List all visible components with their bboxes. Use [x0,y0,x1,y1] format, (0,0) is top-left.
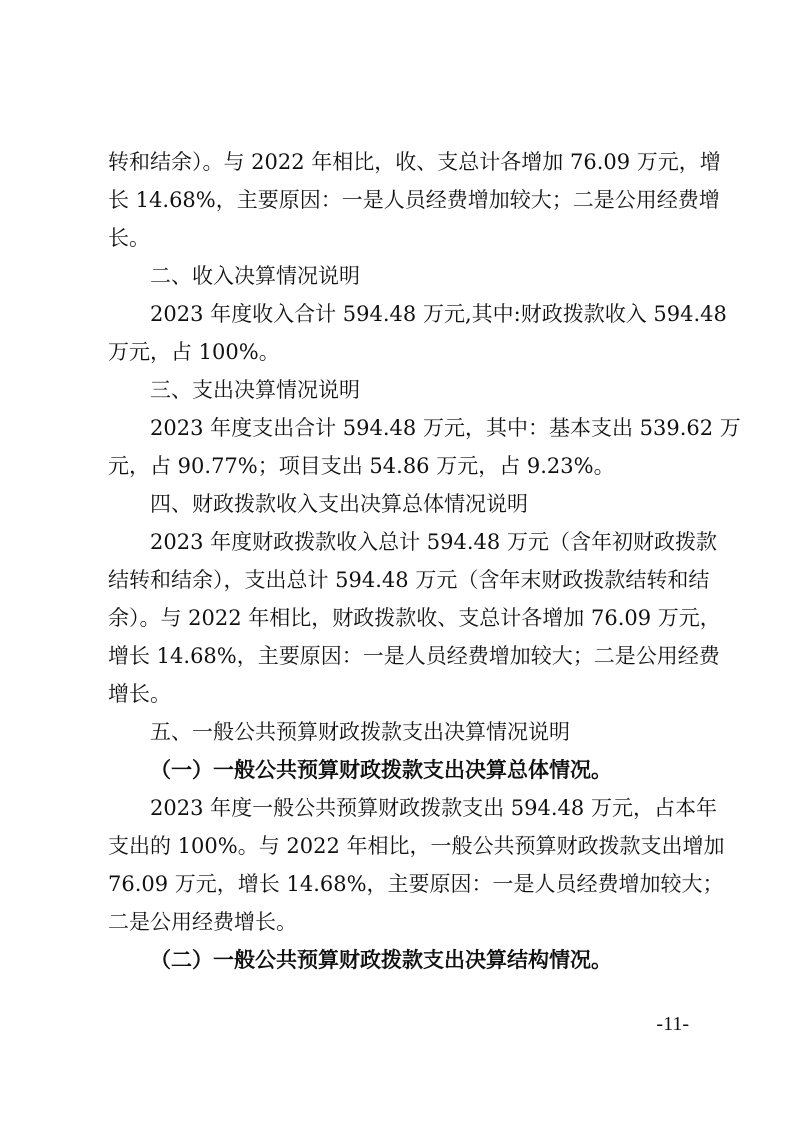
subsection-heading-overall: （一）一般公共预算财政拨款支出决算总体情况。 [150,758,612,782]
body-text-line: 转和结余）。与 2022 年相比，收、支总计各增加 76.09 万元，增 [108,150,721,174]
section-heading-expenditure: 三、支出决算情况说明 [150,378,360,402]
body-text-line: 元，占 90.77%；项目支出 54.86 万元，占 9.23%。 [108,454,615,478]
body-text-line: 增长 14.68%，主要原因：一是人员经费增加较大；二是公用经费 [108,644,720,668]
body-text-line: 2023 年度财政拨款收入总计 594.48 万元（含年初财政拨款 [150,530,717,554]
body-text-line: 万元，占 100%。 [108,340,280,364]
body-text-line: 76.09 万元，增长 14.68%，主要原因：一是人员经费增加较大； [108,872,724,896]
section-heading-general-budget: 五、一般公共预算财政拨款支出决算情况说明 [150,720,570,744]
body-text-line: 2023 年度收入合计 594.48 万元,其中:财政拨款收入 594.48 [150,302,727,326]
body-text-line: 长 14.68%，主要原因：一是人员经费增加较大；二是公用经费增 [108,188,720,212]
body-text-line: 2023 年度一般公共预算财政拨款支出 594.48 万元，占本年 [150,796,717,820]
section-heading-income: 二、收入决算情况说明 [150,264,360,288]
body-text-line: 余）。与 2022 年相比，财政拨款收、支总计各增加 76.09 万元， [108,606,721,630]
body-text-line: 2023 年度支出合计 594.48 万元，其中：基本支出 539.62 万 [150,416,741,440]
body-text-line: 增长。 [108,682,171,706]
page-number: -11- [656,1013,689,1035]
body-text-line: 长。 [108,226,150,250]
subsection-heading-structure: （二）一般公共预算财政拨款支出决算结构情况。 [150,948,612,972]
body-text-line: 二是公用经费增长。 [108,910,297,934]
body-text-line: 结转和结余），支出总计 594.48 万元（含年末财政拨款结转和结 [108,568,710,592]
section-heading-fiscal-overall: 四、财政拨款收入支出决算总体情况说明 [150,492,528,516]
body-text-line: 支出的 100%。与 2022 年相比，一般公共预算财政拨款支出增加 [108,834,725,858]
